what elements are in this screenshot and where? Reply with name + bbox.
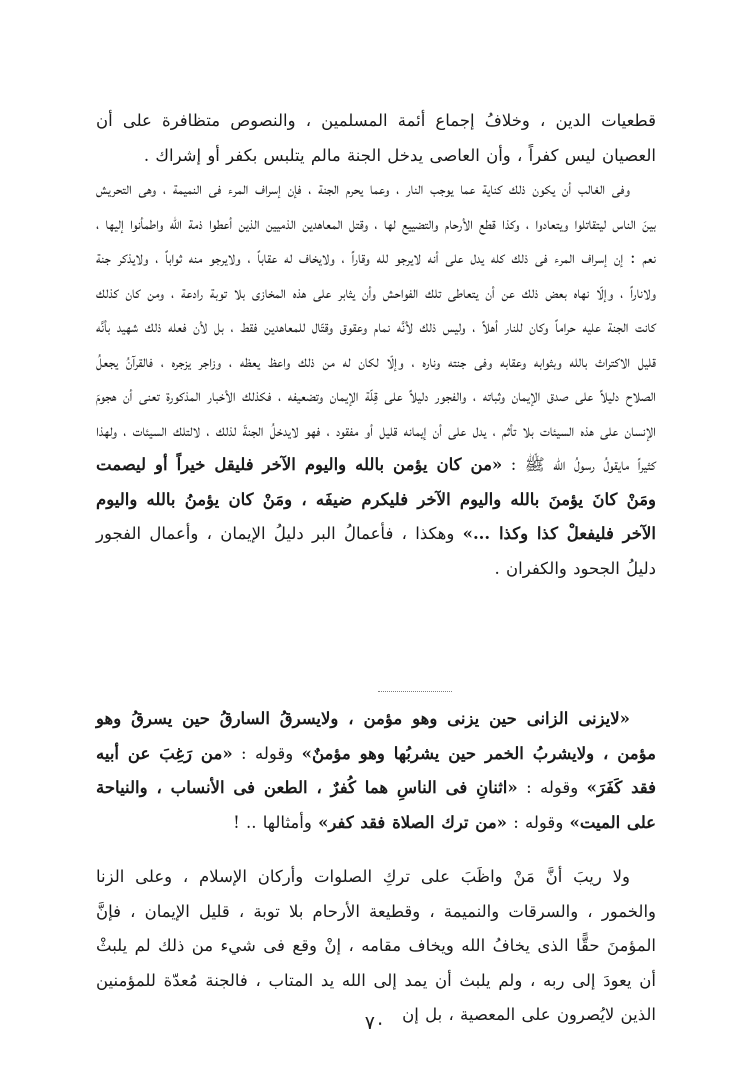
hadith-quote: «لايزنى الزانى حين يزنى وهو مؤمن ، ولايسرقُ السارقُ حين يسرقُ وهو مؤمن ، ولايشربُ الخمر حين يشربُها وهو مؤمنٌ» xyxy=(96,709,656,763)
hadith-quote: «من رَغِبَ عن أبيه فقد كَفَرَ» xyxy=(96,743,657,797)
paragraph-2-body xyxy=(96,172,656,586)
connector-text: وقوله : xyxy=(526,778,579,797)
paragraph-2 xyxy=(96,172,656,586)
paragraph-2-text-after: وهكذا ، فأعمالُ البر دليلُ الإيمان ، وأعمال الفجور دليلُ الجحود والكفران . xyxy=(96,524,656,578)
paragraph-4-text: ولا ريبَ أنَّ مَنْ واظَبَ على تركِ الصلوات وأركان الإسلام ، وعلى الزنا والخمور ، والسرقات والنميمة ، وقطيعة الأرحام بلا توبة ، قليل الإيمان ، فإنَّ المؤمنَ حقًّا الذى يخافُ الله ويخاف مقامه ، إنْ وقع فى شيء من ذلك لم يلبثْ أن يعودَ إلى ربه ، ولم يلبث أن يمد إلى الله يد المتاب ، فالجنة مُعدّة للمؤمنين الذين لايُصرون على المعصية ، بل إن xyxy=(96,867,656,1024)
paragraph-3-text-after: وأمثالها .. ! xyxy=(233,812,312,832)
hadith-quote: «من كان يؤمن بالله واليوم الآخر فليقل خيراً أو ليصمت ومَنْ كانَ يؤمنَ بالله واليوم الآخر فليكرم ضيفَه ، ومَنْ كان يؤمنُ بالله واليوم الآخر فليفعلْ كذا وكذا ...» xyxy=(96,455,656,543)
connector-text: وقوله : xyxy=(513,812,564,832)
paragraph-4 xyxy=(96,860,656,1033)
paragraph-3-body xyxy=(96,702,656,840)
paragraph-1-text: قطعيات الدين ، وخلافُ إجماع أئمة المسلمين ، والنصوص متظافرة على أن العصيان ليس كفراً ، وأن العاصى يدخل الجنة مالم يتلبس بكفر أو إشراك . xyxy=(96,111,656,165)
paragraph-2-text: وفى الغالب أن يكون ذلك كناية عما يوجب النار ، وعما يحرم الجنة ، فإن إسراف المرء فى النميمة ، وهى التحريش بينَ الناس ليتقاتلوا ويتعادوا ، وكذا قطع الأرحام والتضييع لها ، وقتل المعاهدين الذميين الذين أعطوا ذمة الله واطمأنوا إليها ، نعم : إن إسراف المرء فى ذلك كله يدل على أنه لايرجو لله وقاراً ، ولايخاف له عقاباً ، ولايرجو منه ثواباً ، ولايذكر جنة ولاناراً ، وإلّا نهاه بعض ذلك عن أن يتعاطى تلك الفواحش وأن يثابر على هذه المخازى بلا توبة رادعة ، ومن كان كذلك كانت الجنة عليه حراماً وكان للنار أهلاً ، وليس ذلك لأنَّه نمام وعقوق وقتّال للمعاهدين فقط ، بل لأن فعله ذلك شهيد بأنَّه قليل الاكتراث بالله وبثوابه وعقابه وفى جنته وناره ، وإلّا لكان له من ذلك واعظ يعظه ، وزاجر يزجره ، فالقرآنُ يجعلُ الصلاح دليلاً على صدق الإيمان وثباته ، والفجور دليلاً على قِلّة الإيمان وتضعيفه ، فكذلك الأخبار المذكورة تعنى أن هجومَ الإنسان على هذه السيئات بلا تأثم ، يدل على أن إيمانه قليل أو مفقود ، فهو لايدخلُ الجنةَ لذلك ، لالتلك السيئات ، ولهذا كثيراً مايقولُ رسولُ الله ﷺ : xyxy=(96,179,657,474)
paragraph-1 xyxy=(96,104,656,173)
paragraph-3 xyxy=(96,702,656,840)
hadith-quote: «من ترك الصلاة فقد كفر» xyxy=(318,812,507,832)
hadith-quote: «اثنانِ فى الناسِ هما كُفرٌ ، الطعن فى الأنساب ، والنياحة على الميت» xyxy=(96,778,656,832)
connector-text: وقوله : xyxy=(241,743,294,763)
dotted-divider xyxy=(378,691,452,692)
page-number: ٧٠ xyxy=(364,1012,386,1034)
